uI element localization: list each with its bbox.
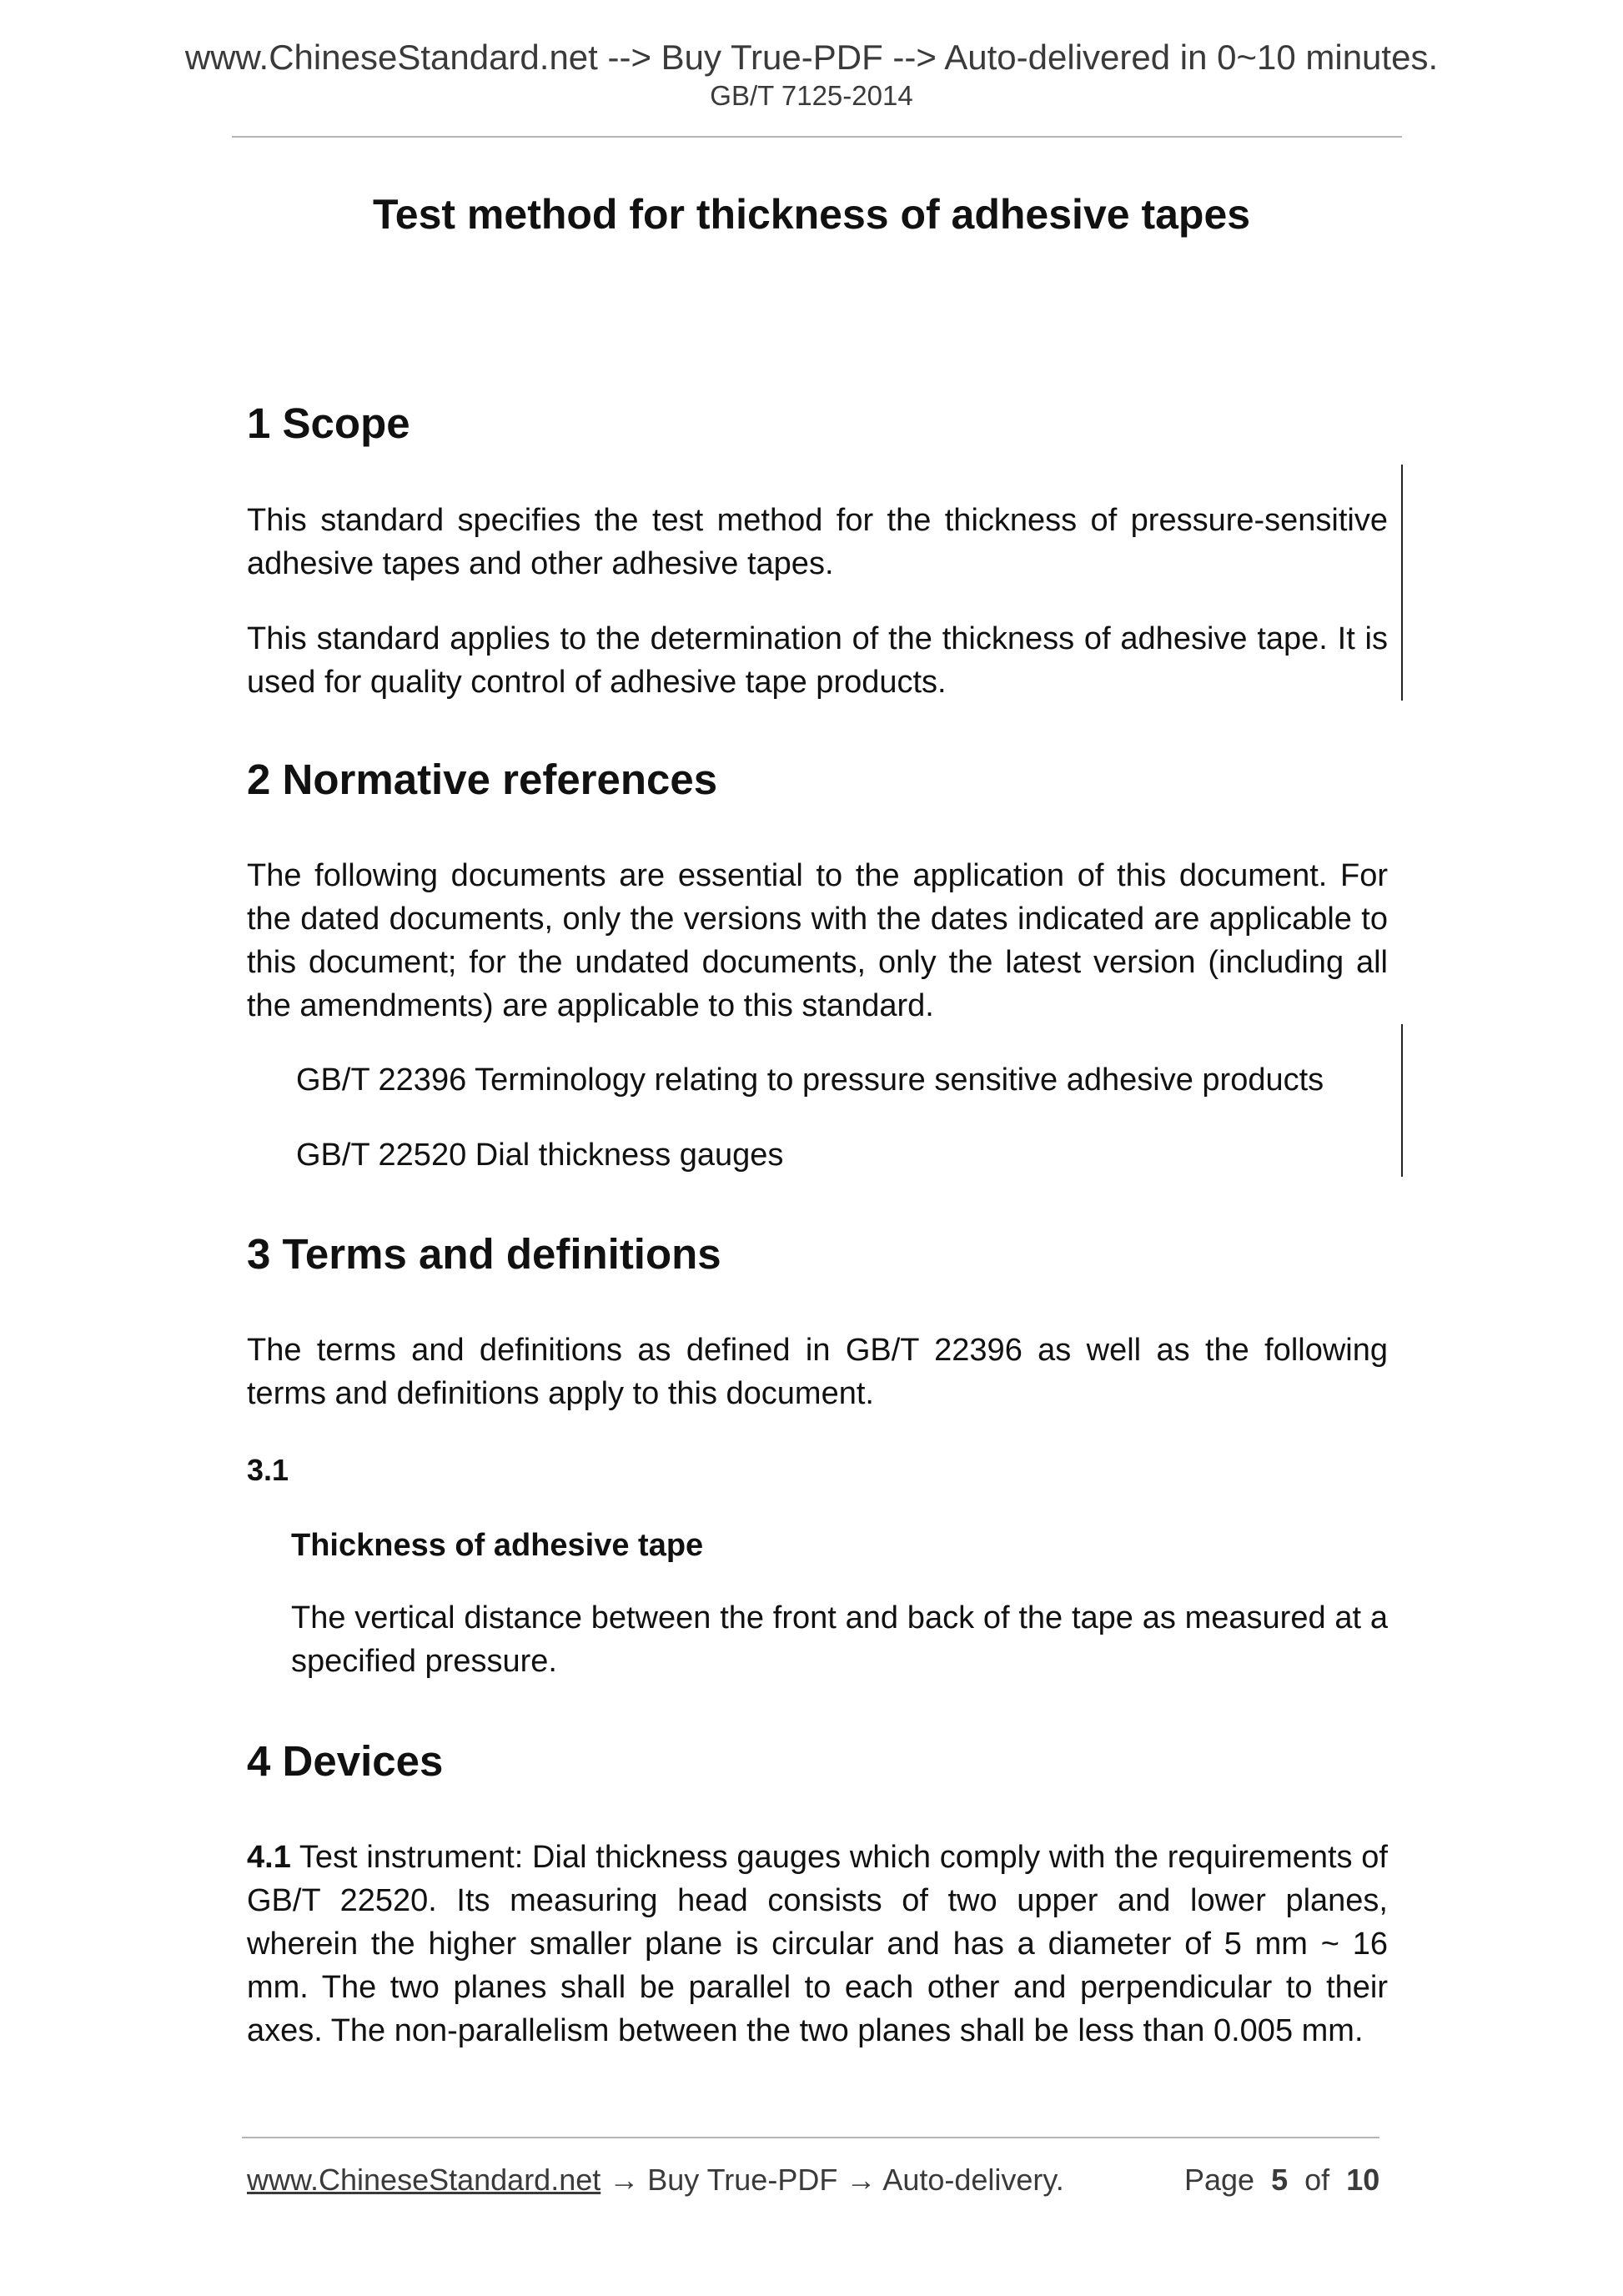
scope-paragraph-1: This standard specifies the test method for the thickness of pressure-sensitive adhesive tapes and other adhesive tapes. [247,503,1388,581]
footer-website-link[interactable]: www.ChineseStandard.net [247,2163,601,2197]
section-heading-terms-definitions: 3 Terms and definitions [247,1230,721,1278]
clause-text: Test instrument: Dial thickness gauges which comply with the requirements of GB/T 22520. Its measuring head consists of two upper and lower planes, wherein the higher smaller plane is circular and has a diameter of 5 mm ~ 16 mm. The two planes shall be parallel to each other and perpendicular to their axes. The non-parallelism between the two planes shall be less than 0.005 mm. [247,1840,1388,2048]
reference-item: GB/T 22396 Terminology relating to pressure sensitive adhesive products [296,1063,1324,1098]
change-bar [1401,1024,1403,1177]
footer-link-line [247,2165,1064,2195]
page-indicator [1184,2165,1379,2195]
section-heading-normative-references: 2 Normative references [247,756,718,803]
page-current: 5 [1271,2163,1289,2197]
term-definition: The vertical distance between the front and back of the tape as measured at a specified pressure. [291,1600,1388,1679]
reference-item: GB/T 22520 Dial thickness gauges [296,1138,784,1173]
header-divider [232,136,1402,138]
term-title: Thickness of adhesive tape [291,1528,704,1563]
devices-clause [247,1836,1388,2052]
scope-paragraph-2: This standard applies to the determination of the thickness of adhesive tape. It is used for quality control of adhesive tape products. [247,621,1388,700]
clause-number: 4.1 [247,1840,291,1875]
header-banner: www.ChineseStandard.net --> Buy True-PDF --> Auto-delivered in 0~10 minutes. [184,38,1439,77]
standard-code: GB/T 7125-2014 [710,80,913,111]
document-title: Test method for thickness of adhesive tapes [372,191,1251,238]
terms-paragraph: The terms and definitions as defined in GB/T 22396 as well as the following terms and definitions apply to this document. [247,1333,1388,1411]
footer-link-suffix: → Buy True-PDF → Auto-delivery. [600,2163,1064,2197]
section-heading-scope: 1 Scope [247,399,410,447]
change-bar [1401,465,1403,701]
normative-paragraph: The following documents are essential to the application of this document. For the dated documents, only the versions with the dates indicated are applicable to this document; for the undated documents, only the latest version (including all the amendments) are applicable to this standard. [247,858,1388,1023]
footer-divider [242,2137,1379,2138]
page-total: 10 [1346,2163,1380,2197]
subclause-number: 3.1 [247,1453,289,1487]
page-of: of [1304,2163,1330,2197]
page-label: Page [1184,2163,1255,2197]
section-heading-devices: 4 Devices [247,1737,444,1785]
